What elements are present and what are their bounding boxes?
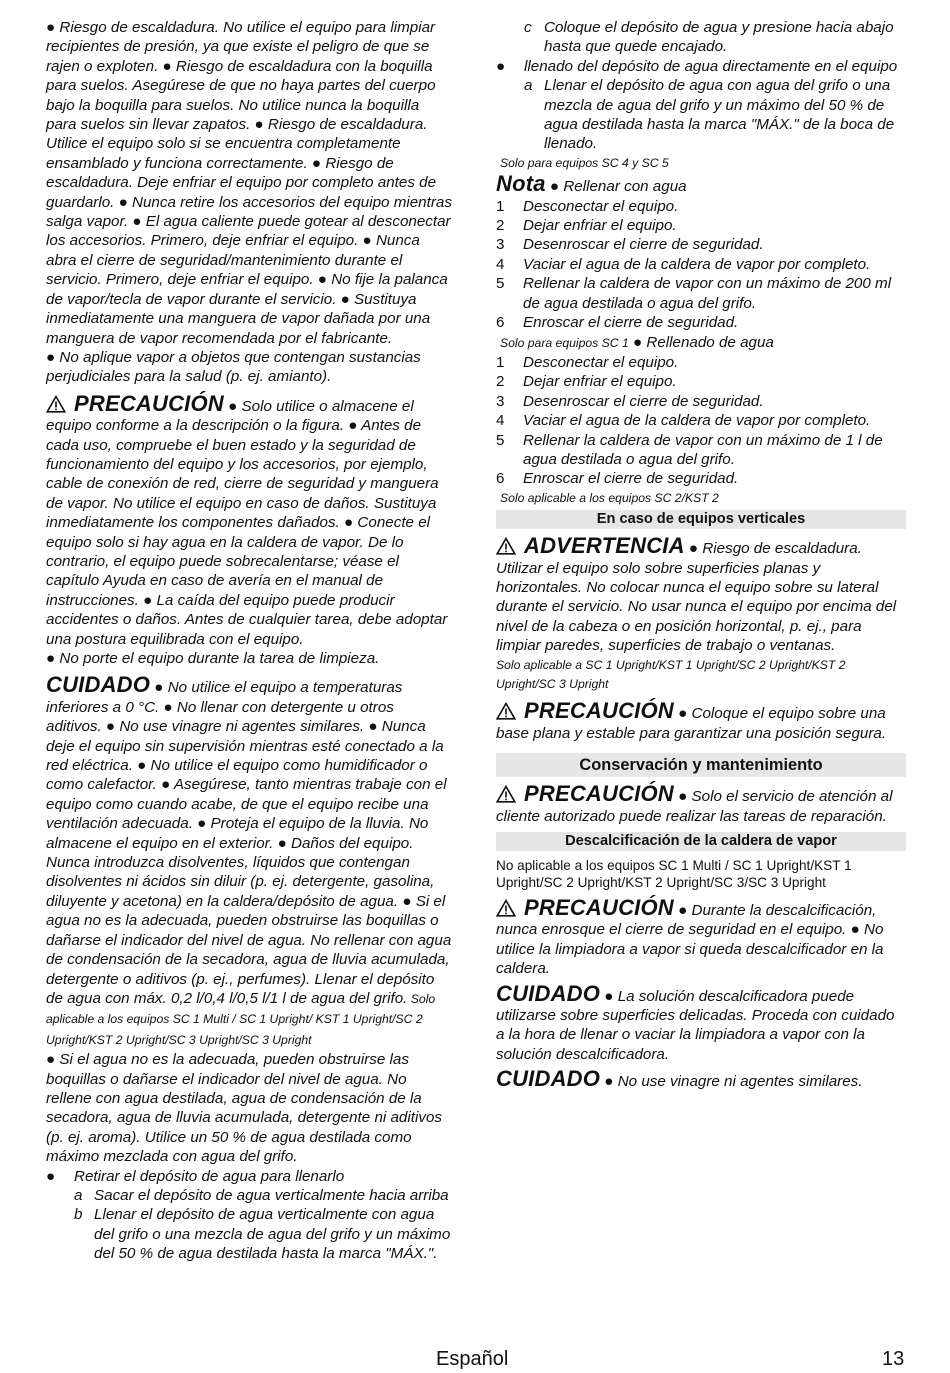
step-item bbox=[496, 431, 906, 470]
step-number: 4 bbox=[496, 412, 505, 430]
precaution-text: ● Solo utilice o almacene el equipo conforme a la descripción o la figura. ● Antes de cada uso, compruebe el buen estado y la seguridad de funcionamiento del equipo y los accesorios, por ejemplo, cable de conexión de red, cierre de seguridad y manguera de vapor. No utilice el equipo en caso de daños. Sustituya inmediatamente los componentes dañados. ● Conecte el equipo solo si hay agua en la caldera de vapor. De lo contrario, el equipo puede sobrecalentarse; véase el capítulo Ayuda en caso de avería en el manual de instrucciones. ● La caída del equipo puede producir accidentes o daños. Antes de cualquier tarea, debe adoptar una postura equilibrada con el equipo. bbox=[46, 397, 448, 648]
step-number: 4 bbox=[496, 255, 505, 273]
precaution-label: PRECAUCIÓN bbox=[74, 390, 224, 416]
step-text: Dejar enfriar el equipo. bbox=[523, 217, 677, 235]
step-item bbox=[496, 216, 906, 235]
step-text: Desconectar el equipo. bbox=[523, 353, 679, 371]
step-item bbox=[496, 392, 906, 411]
left-column bbox=[46, 18, 452, 1264]
caution-label: CUIDADO bbox=[46, 672, 151, 698]
step-number: 3 bbox=[496, 392, 505, 410]
precaution-block bbox=[496, 783, 906, 826]
step-text: Rellenar la caldera de vapor con un máximo de 1 l de agua destilada o agua del grifo. bbox=[523, 431, 883, 468]
step-item bbox=[496, 411, 906, 430]
applicability-note: Solo aplicable a SC 1 Upright/KST 1 Upright/SC 2 Upright/KST 2 Upright/SC 3 Upright bbox=[496, 657, 846, 691]
caution-block bbox=[496, 1068, 906, 1091]
caution-text: ● No use vinagre ni agentes similares. bbox=[600, 1073, 863, 1091]
sub-item-text: Sacar el depósito de agua verticalmente hacia arriba bbox=[94, 1186, 449, 1204]
step-text: Vaciar el agua de la caldera de vapor por completo. bbox=[523, 412, 871, 430]
step-text: Enroscar el cierre de seguridad. bbox=[523, 314, 739, 332]
step-text: Desenroscar el cierre de seguridad. bbox=[523, 392, 764, 410]
step-number: 5 bbox=[496, 275, 505, 293]
caution-text: ● La solución descalcificadora puede utilizarse sobre superficies delicadas. Proceda con cuidado a la hora de llenar o vaciar la limpiadora a vapor con la solución descalcificadora. bbox=[496, 987, 895, 1063]
safety-paragraph: ● Riesgo de escaldadura. No utilice el equipo para limpiar recipientes de presión, ya que existe el peligro de que se rajen o exploten. ● Riesgo de escaldadura con la boquilla para suelos. Asegúrese de que no haya partes del cuerpo bajo la boquilla para suelos. No utilice nunca la boquilla para suelos sin llevar zapatos. ● Riesgo de escaldadura. Utilice el equipo solo si se encuentra completamente ensamblado y funciona correctamente. ● Riesgo de escaldadura. Deje enfriar el equipo por completo antes de guardarlo. ● Nunca retire los accesorios del equipo mientras salga vapor. ● El agua caliente puede gotear al desconectar los accesorios. Primero, deje enfriar el equipo. ● Nunca abra el cierre de seguridad/mantenimiento durante el servicio. Primero, deje enfriar el equipo. ● No fije la palanca de vapor/tecla de vapor durante el servicio. ● Sustituya inmediatamente una manguera de vapor dañada por una manguera de vapor recomendada por el fabricante. bbox=[46, 19, 452, 347]
steps-list bbox=[496, 353, 906, 489]
step-item bbox=[496, 235, 906, 254]
step-item bbox=[496, 197, 906, 216]
step-text: Vaciar el agua de la caldera de vapor por completo. bbox=[523, 255, 871, 273]
note-block bbox=[496, 173, 906, 196]
precaution-text: ● Durante la descalcificación, nunca enrosque el cierre de seguridad en el equipo. ● No utilice la limpiadora a vapor si queda descalcificador en la caldera. bbox=[496, 902, 884, 978]
page-number: 13 bbox=[882, 1348, 905, 1370]
applicability-note: Solo para equipos SC 1 bbox=[500, 335, 629, 350]
steps-list bbox=[496, 197, 906, 333]
warning-triangle-icon bbox=[46, 395, 66, 413]
step-item bbox=[496, 274, 906, 313]
sub-item-text: Llenar el depósito de agua verticalmente con agua del grifo o una mezcla de agua del grifo y un máximo del 50 % de agua destilada hasta la marca "MÁX.". bbox=[94, 1206, 451, 1263]
precaution-label: PRECAUCIÓN bbox=[524, 781, 674, 807]
step-number: 5 bbox=[496, 431, 505, 449]
step-text: Dejar enfriar el equipo. bbox=[523, 373, 677, 391]
note-text: ● Rellenar con agua bbox=[545, 178, 687, 196]
step-item bbox=[496, 255, 906, 274]
applicability-note: Solo aplicable a los equipos SC 1 Multi / SC 1 Upright/ KST 1 Upright/SC 2 Upright/KST 2 Upright/SC 3 Upright/SC 3 Upright bbox=[46, 991, 436, 1047]
right-column bbox=[496, 18, 906, 1092]
sub-item-text: Llenar el depósito de agua con agua del grifo o una mezcla de agua del grifo y un máximo del 50 % de agua destilada hasta la marca "MÁX." de la boca de llenado. bbox=[544, 77, 895, 153]
safety-paragraph: ● Si el agua no es la adecuada, pueden obstruirse las boquillas o dañarse el indicador del nivel de agua. No rellene con agua destilada, agua de condensación de la secadora, agua de lluvia acumulada, detergente ni aditivos (p. ej. aroma). Utilice un 50 % de agua destilada como máximo mezclada con agua del grifo. bbox=[46, 1051, 442, 1166]
section-heading: En caso de equipos verticales bbox=[496, 510, 906, 529]
applicability-note: No aplicable a los equipos SC 1 Multi / SC 1 Upright/KST 1 Upright/SC 2 Upright/KST 2 Upright/SC 3/SC 3 Upright bbox=[496, 858, 852, 891]
safety-paragraph: ● No aplique vapor a objetos que contengan sustancias perjudiciales para la salud (p. ej. amianto). bbox=[46, 348, 421, 386]
bullet: ● bbox=[46, 1167, 56, 1185]
warning-text: ● Riesgo de escaldadura. Utilizar el equipo solo sobre superficies planas y horizontales. No colocar nunca el equipo sobre su lateral durante el servicio. No usar nunca el equipo por encima del nivel de la cabeza o en posición horizontal, p. ej., para limpiar paredes, superficies de trabajo o ventanas. bbox=[496, 540, 897, 655]
caution-block bbox=[46, 674, 452, 1050]
list-item bbox=[496, 57, 906, 76]
sub-item bbox=[496, 18, 906, 57]
list-item-text: llenado del depósito de agua directamente en el equipo bbox=[524, 57, 898, 75]
precaution-label: PRECAUCIÓN bbox=[524, 698, 674, 724]
step-number: 2 bbox=[496, 217, 505, 235]
step-text: Enroscar el cierre de seguridad. bbox=[523, 470, 739, 488]
warning-block bbox=[496, 535, 906, 655]
step-number: 6 bbox=[496, 314, 505, 332]
step-number: 2 bbox=[496, 373, 505, 391]
warning-triangle-icon bbox=[496, 702, 516, 720]
warning-triangle-icon bbox=[496, 537, 516, 555]
section-heading: Conservación y mantenimiento bbox=[496, 753, 906, 777]
step-item bbox=[496, 372, 906, 391]
step-number: 6 bbox=[496, 470, 505, 488]
sub-item bbox=[496, 76, 906, 154]
bullet: ● bbox=[496, 57, 506, 75]
step-item bbox=[496, 469, 906, 488]
applicability-tail: ● Rellenado de agua bbox=[628, 333, 774, 351]
sub-item-marker: c bbox=[524, 19, 532, 36]
caution-label: CUIDADO bbox=[496, 1066, 601, 1092]
step-item bbox=[496, 313, 906, 332]
precaution-block bbox=[46, 390, 452, 649]
sub-item-text: Coloque el depósito de agua y presione hacia abajo hasta que quede encajado. bbox=[544, 19, 894, 56]
step-text: Desenroscar el cierre de seguridad. bbox=[523, 236, 764, 254]
caution-label: CUIDADO bbox=[496, 980, 601, 1006]
precaution-text: ● Coloque el equipo sobre una base plana y estable para garantizar una posición segura. bbox=[496, 705, 887, 742]
sub-item-marker: a bbox=[74, 1186, 83, 1204]
safety-paragraph: ● No porte el equipo durante la tarea de limpieza. bbox=[46, 650, 380, 667]
sub-item bbox=[46, 1186, 452, 1205]
precaution-block bbox=[496, 700, 906, 743]
section-heading: Descalcificación de la caldera de vapor bbox=[496, 832, 906, 851]
step-text: Desconectar el equipo. bbox=[523, 197, 679, 215]
precaution-label: PRECAUCIÓN bbox=[524, 895, 674, 921]
caution-block bbox=[496, 980, 906, 1065]
step-item bbox=[496, 353, 906, 372]
applicability-note: Solo para equipos SC 4 y SC 5 bbox=[500, 155, 669, 170]
step-number: 1 bbox=[496, 353, 505, 371]
precaution-text: ● Solo el servicio de atención al cliente autorizado puede realizar las tareas de reparación. bbox=[496, 788, 893, 825]
caution-text: ● No utilice el equipo a temperaturas inferiores a 0 °C. ● No llenar con detergente u otros aditivos. ● No use vinagre ni agentes similares. ● Nunca deje el equipo sin supervisión mientras esté conectado a la red eléctrica. ● No utilice el equipo como humidificador o como calefactor. ● Asegúrese, tanto mientras trabaje con el equipo como cuando acabe, de que el equipo recibe una ventilación adecuada. ● Proteja el equipo de la lluvia. No almacene el equipo en el exterior. ● Daños del equipo. Nunca introduzca disolventes, líquidos que contengan disolventes ni ácidos sin diluir (p. ej. detergente, gasolina, diluyente y acetona) en la caldera/depósito de agua. ● Si el agua no es la adecuada, pueden obstruirse las boquillas o dañarse el indicador del nivel de agua. No rellenar con agua de condensación de la secadora, agua de lluvia acumulada, detergente o aditivos (p. ej., perfumes). Llenar el depósito de agua con máx. 0,2 l/0,4 l/0,5 l/1 l de agua del grifo. bbox=[46, 679, 452, 1007]
sub-item bbox=[46, 1205, 452, 1263]
list-item bbox=[46, 1167, 452, 1186]
list-item-text: Retirar el depósito de agua para llenarlo bbox=[74, 1167, 345, 1185]
step-text: Rellenar la caldera de vapor con un máximo de 200 ml de agua destilada o agua del grifo. bbox=[523, 275, 892, 312]
sub-item-marker: b bbox=[74, 1206, 83, 1224]
warning-triangle-icon bbox=[496, 899, 516, 917]
applicability-line bbox=[496, 333, 906, 353]
footer-language: Español bbox=[436, 1348, 509, 1370]
applicability-note: Solo aplicable a los equipos SC 2/KST 2 bbox=[500, 490, 719, 505]
note-label: Nota bbox=[496, 171, 546, 197]
step-number: 1 bbox=[496, 197, 505, 215]
sub-item-marker: a bbox=[524, 77, 533, 95]
step-number: 3 bbox=[496, 236, 505, 254]
warning-label: ADVERTENCIA bbox=[524, 533, 685, 559]
precaution-block bbox=[496, 897, 906, 979]
warning-triangle-icon bbox=[496, 785, 516, 803]
